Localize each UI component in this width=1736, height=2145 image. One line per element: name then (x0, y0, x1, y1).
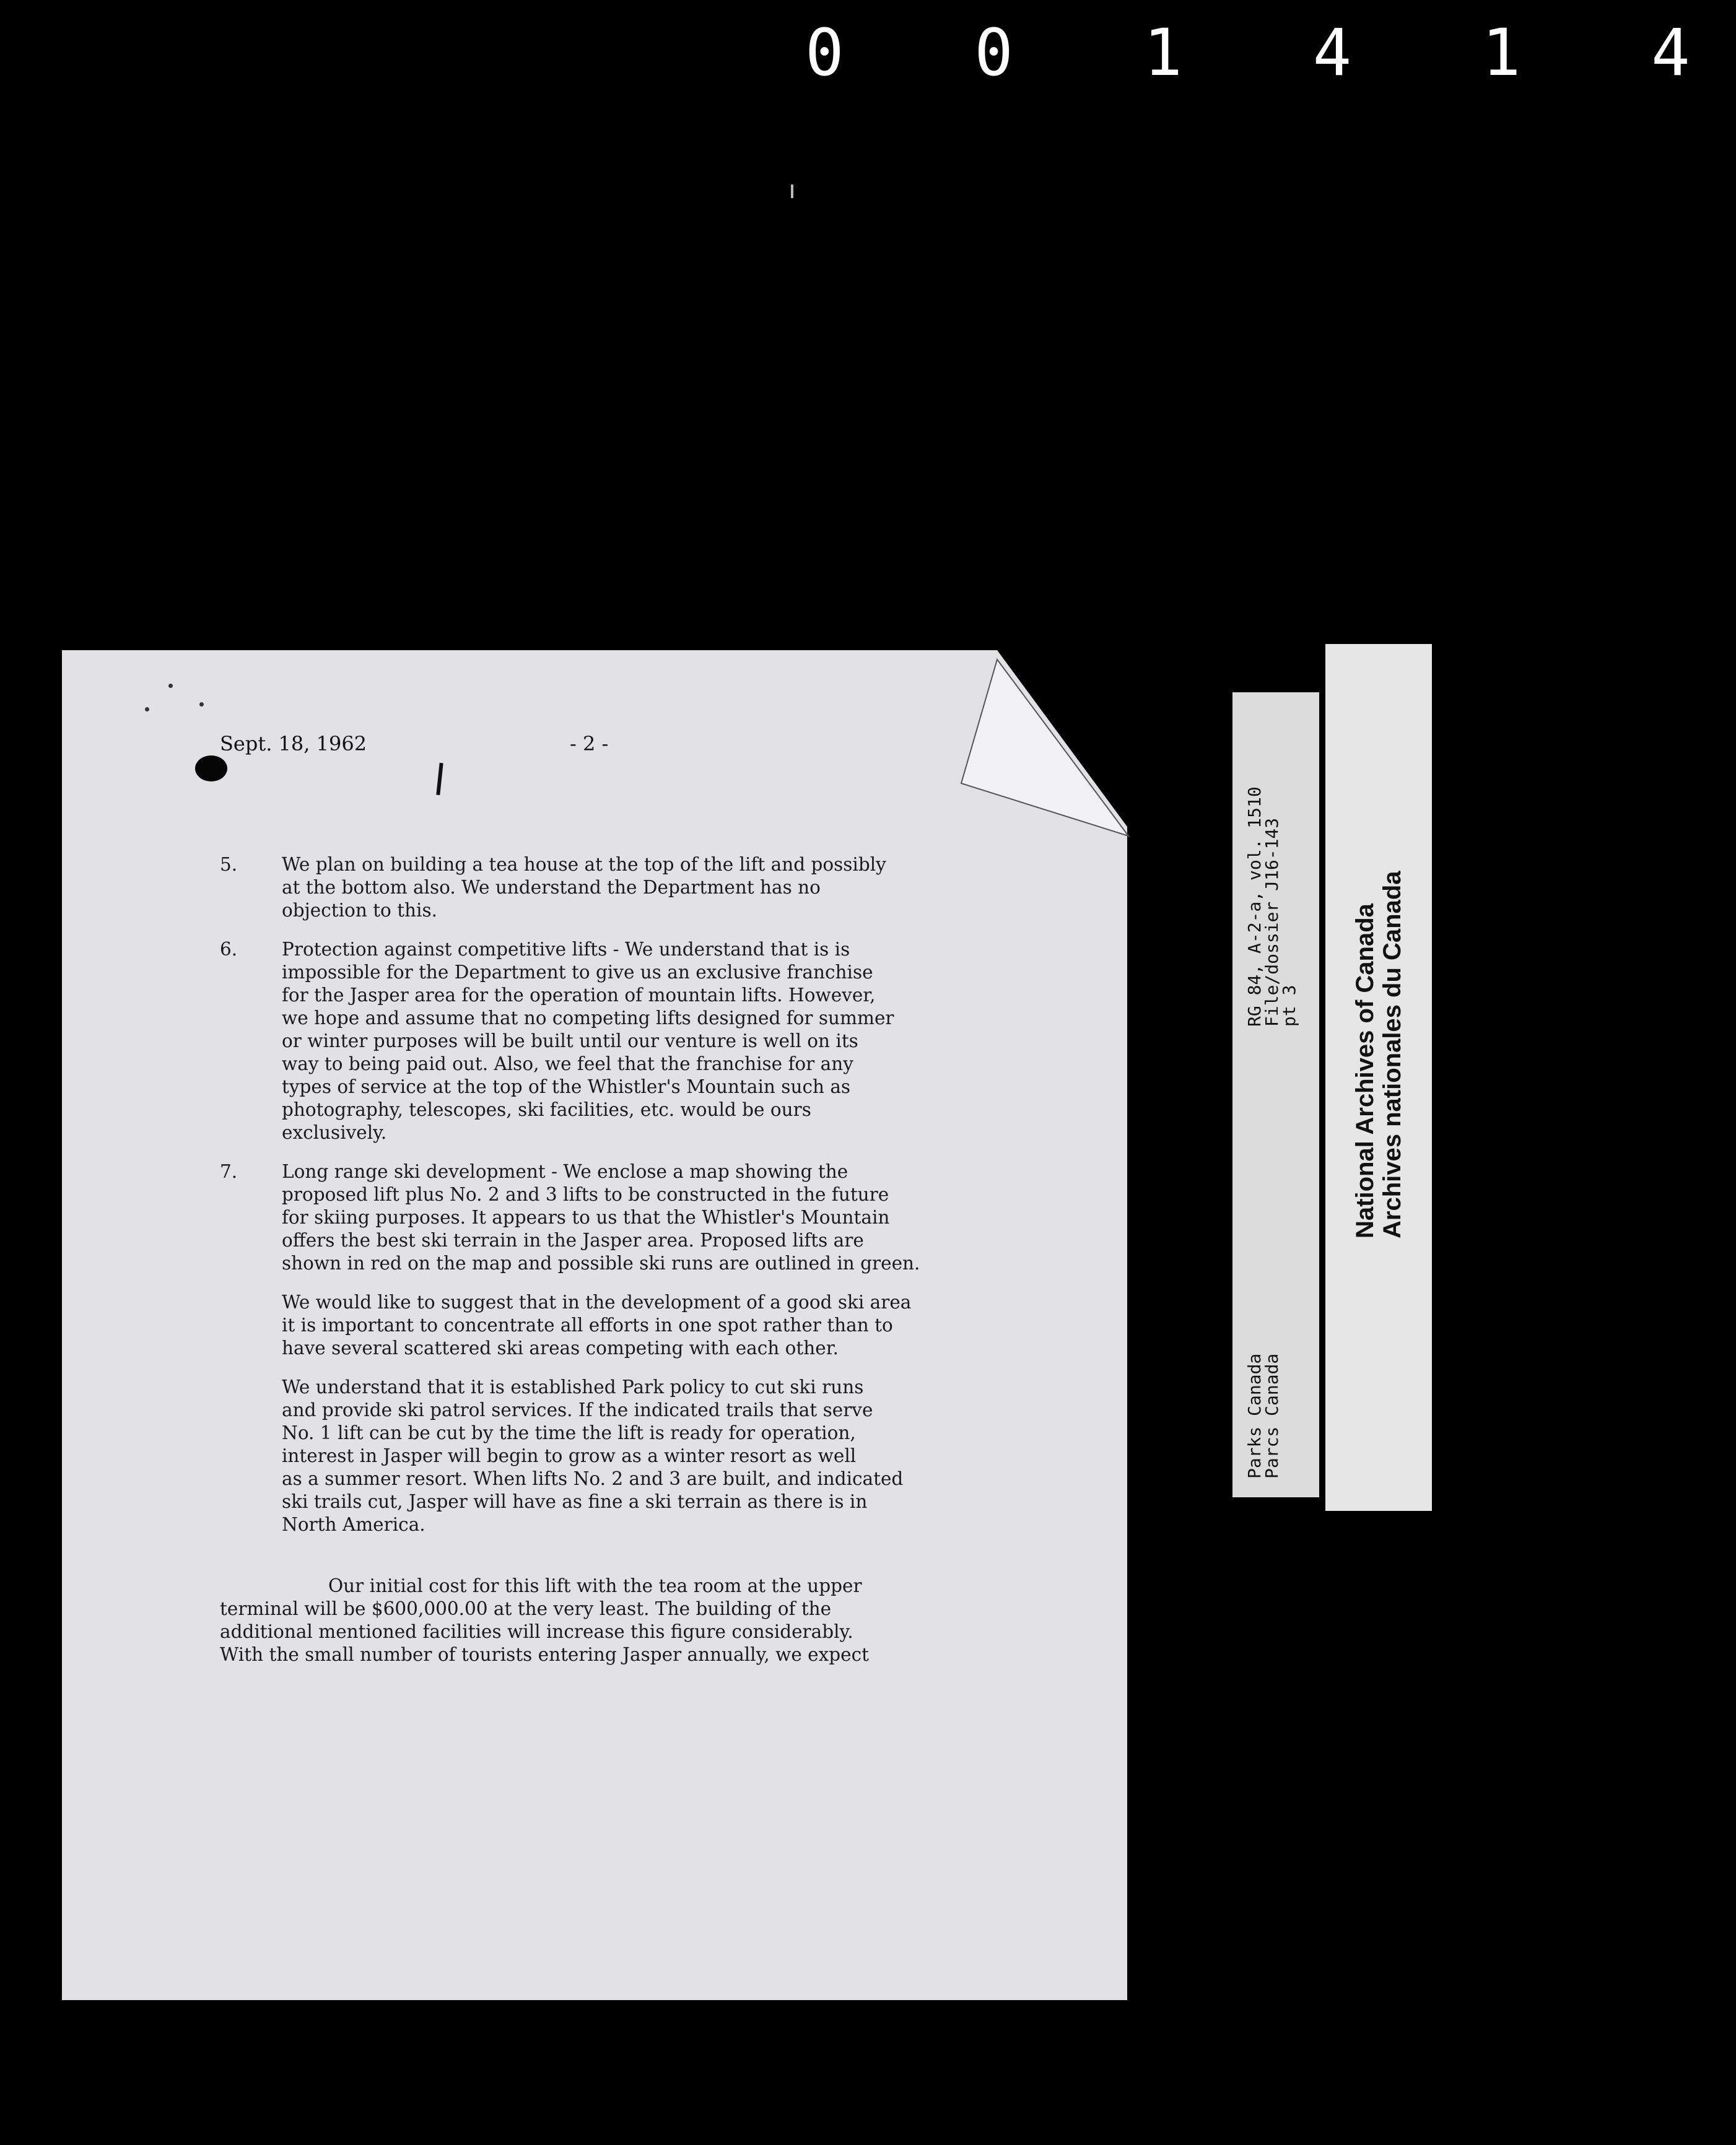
ink-blot (195, 755, 227, 781)
reference-line: File/dossier J16-143 (1262, 817, 1282, 1027)
text-line: exclusively. (282, 1122, 387, 1143)
text-line: it is important to concentrate all efforts in one spot rather than to (282, 1315, 893, 1336)
sub-paragraph (282, 1291, 1044, 1360)
archives-name-fr: Archives nationales du Canada (1379, 871, 1406, 1238)
film-tick-mark (791, 185, 793, 198)
folded-corner (961, 659, 1128, 833)
letter-body (220, 853, 1044, 1666)
item-text (282, 853, 1044, 922)
text-line: ski trails cut, Jasper will have as fine a ski terrain as there is in (282, 1491, 868, 1512)
text-line: We understand that it is established Park policy to cut ski runs (282, 1377, 864, 1398)
paper-speck (145, 707, 149, 711)
item-text (282, 1160, 1044, 1275)
text-line: for the Jasper area for the operation of mountain lifts. However, (282, 985, 876, 1006)
text-line: We plan on building a tea house at the top of the lift and possibly (282, 854, 886, 875)
item-text (282, 938, 1044, 1144)
reference-line: pt 3 (1279, 985, 1299, 1027)
reference-line: RG 84, A-2-a, vol. 1510 (1244, 786, 1265, 1027)
text-line: at the bottom also. We understand the Department has no (282, 877, 821, 898)
item-number: 7. (220, 1161, 238, 1182)
text-line: objection to this. (282, 900, 437, 921)
text-line: as a summer resort. When lifts No. 2 and 3 are built, and indicated (282, 1468, 904, 1489)
closing-paragraph (220, 1575, 1044, 1666)
text-line: photography, telescopes, ski facilities, etc. would be ours (282, 1099, 811, 1120)
text-line: No. 1 lift can be cut by the time the lift is ready for operation, (282, 1422, 856, 1443)
paper-speck (168, 684, 173, 688)
item-number: 6. (220, 939, 238, 960)
text-line: offers the best ski terrain in the Jasper area. Proposed lifts are (282, 1230, 864, 1251)
text-line: Protection against competitive lifts - We understand that is is (282, 939, 850, 960)
text-line: we hope and assume that no competing lifts designed for summer (282, 1007, 894, 1029)
sub-paragraph (282, 1376, 1044, 1536)
numbered-item (220, 1160, 1044, 1275)
letter-date: Sept. 18, 1962 (220, 732, 367, 755)
numbered-item (220, 938, 1044, 1144)
text-line: impossible for the Department to give us an exclusive franchise (282, 962, 873, 983)
text-line: for skiing purposes. It appears to us that the Whistler's Mountain (282, 1207, 890, 1228)
text-line: proposed lift plus No. 2 and 3 lifts to be constructed in the future (282, 1184, 889, 1205)
text-line: types of service at the top of the Whistler's Mountain such as (282, 1076, 851, 1097)
text-line: Our initial cost for this lift with the tea room at the upper (328, 1575, 862, 1596)
paper-speck (199, 702, 204, 707)
page-number: - 2 - (570, 732, 609, 755)
text-line: additional mentioned facilities will increase this figure considerably. (220, 1621, 853, 1642)
text-line: With the small number of tourists entering Jasper annually, we expect (220, 1644, 869, 1665)
text-line: terminal will be $600,000.00 at the very least. The building of the (220, 1598, 832, 1619)
archives-name-strip (1325, 644, 1432, 1511)
text-line: shown in red on the map and possible ski runs are outlined in green. (282, 1253, 920, 1274)
text-line: way to being paid out. Also, we feel that the franchise for any (282, 1053, 853, 1074)
text-line: Long range ski development - We enclose a map showing the (282, 1161, 848, 1182)
agency-name-fr: Parcs Canada (1262, 1353, 1282, 1479)
microfilm-frame-number: 0 0 1 4 1 4 (805, 15, 1736, 90)
text-line: or winter purposes will be built until our venture is well on its (282, 1030, 858, 1051)
item-number: 5. (220, 854, 238, 875)
numbered-item (220, 853, 1044, 922)
archive-reference-strip (1232, 692, 1319, 1497)
text-line: interest in Jasper will begin to grow as a winter resort as well (282, 1445, 857, 1466)
archives-name-en: National Archives of Canada (1351, 903, 1379, 1238)
text-line: We would like to suggest that in the development of a good ski area (282, 1292, 912, 1313)
text-line: and provide ski patrol services. If the indicated trails that serve (282, 1399, 873, 1421)
text-line: have several scattered ski areas competing with each other. (282, 1338, 839, 1359)
agency-name-en: Parks Canada (1244, 1353, 1265, 1479)
text-line: North America. (282, 1514, 425, 1535)
